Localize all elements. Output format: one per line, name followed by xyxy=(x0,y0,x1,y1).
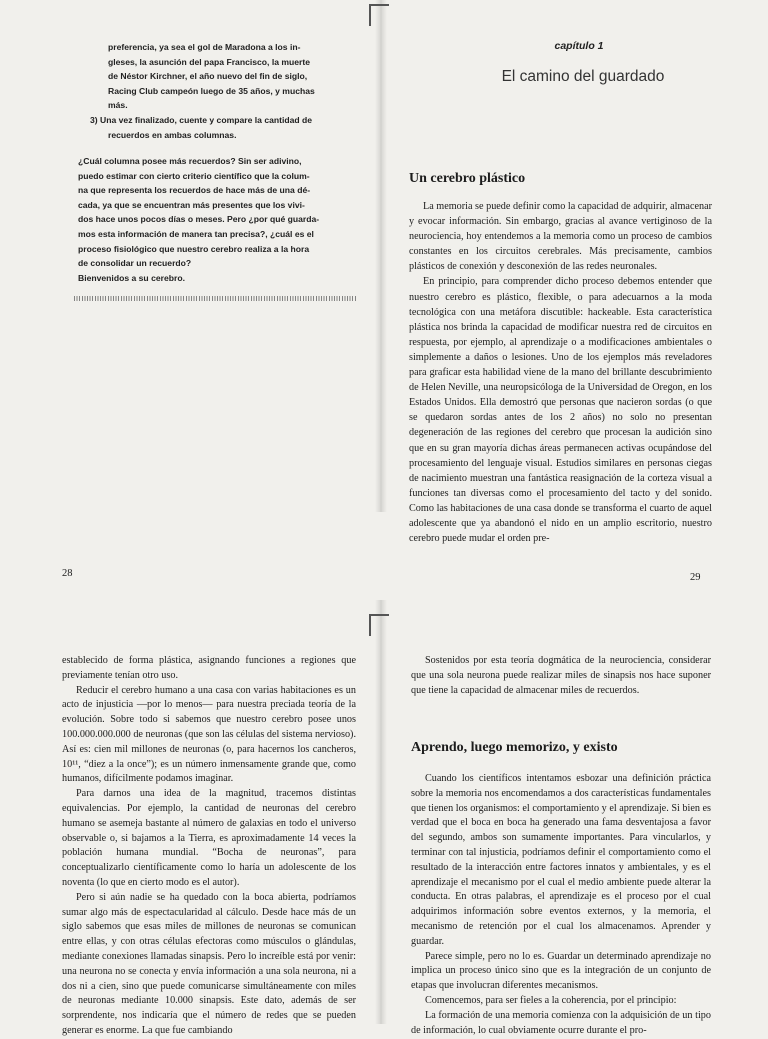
page-number-29: 29 xyxy=(690,572,701,583)
paragraph: Reducir el cerebro humano a una casa con varias habitaciones es un acto de injusticia —por lo menos— para nuestra preciada teoría de la evolución. Sobre todo si sabemos que nuestro cerebro posee unos 100.000.000.000 de neuronas (que son las células del sistema nervioso). Así es: cien mil millones de neuronas (o, para hacernos los cancheros, 10¹¹, “diez a la once”); es un número inmensamente grande que, como humanos, difícilmente podamos imaginar. xyxy=(62,684,356,785)
paragraph: Cuando los científicos intentamos esbozar una definición práctica sobre la memoria nos encomendamos a dos características fundamentales que tienen los organismos: el comportamiento y el aprendizaje. Si bien es verdad que el boca en boca ha generado una fama desventajosa a favor del segundo, ambos son sumamente importantes. Para vincularlos, y terminar con tal injusticia, podríamos definir el comportamiento como el resultado de la interacción entre factores innatos y ambientales, y es el aprendizaje el mecanismo por el cual el medio ambiente puede alterar la conducta. En otras palabras, el aprendizaje es el proceso por el cual adquirimos información sobre eventos externos, y la memoria, el mecanismo de retención por el cual los almacenamos. Aprender y guardar. xyxy=(411,773,711,947)
section-heading: Aprendo, luego memorizo, y existo xyxy=(411,740,618,755)
body-text-right xyxy=(411,654,711,698)
question-line: proceso fisiológico que nuestro cerebro realiza a la hora xyxy=(78,243,310,254)
paragraph: Comencemos, para ser fieles a la coherencia, por el principio: xyxy=(425,994,677,1006)
question-line: cada, ya que se encuentran más presentes que los vivi- xyxy=(78,199,305,210)
paragraph: La formación de una memoria comienza con la adquisición de un tipo de información, lo cual obviamente ocurre durante el pro- xyxy=(411,1009,711,1036)
question-line: puedo estimar con cierto criterio científico que la colum- xyxy=(78,170,310,181)
list-line: preferencia, ya sea el gol de Maradona a los in- xyxy=(108,42,301,52)
paragraph: establecido de forma plástica, asignando funciones a regiones que previamente tenían otro uso. xyxy=(62,655,356,681)
list-line: recuerdos en ambas columnas. xyxy=(108,129,237,140)
paragraph: La memoria se puede definir como la capacidad de adquirir, almacenar y evocar información. Sin embargo, gracias al avance vertiginoso de la neurociencia, hoy entendemos a la memoria como un proceso de cambios constantes en los circuitos cerebrales. Más precisamente, cambios plásticos de conexión y desconexión de las redes neuronales. xyxy=(409,201,712,273)
book-gutter xyxy=(375,0,387,512)
list-line: de Néstor Kirchner, el año nuevo del fin de siglo, xyxy=(108,71,308,82)
bottom-spread xyxy=(0,600,768,1036)
body-text-right-2 xyxy=(411,772,711,1038)
list-line: gleses, la asunción del papa Francisco, la muerte xyxy=(108,56,311,67)
question-line: ¿Cuál columna posee más recuerdos? Sin ser adivino, xyxy=(78,156,302,166)
list-line: Racing Club campeón luego de 35 años, y muchas xyxy=(108,85,315,96)
paragraph: En principio, para comprender dicho proceso debemos entender que nuestro cerebro es plástico, flexible, o para adecuarnos a la moda tecnológica con una metáfora discutible: hackeable. Esta característica plástica nos brinda la capacidad de modificar nuestra red de circuitos en respuesta, por ejemplo, al aprendizaje o a modificaciones ambientales o simplemente a daños o lesiones. Uno de los ejemplos más reveladores para graficar esta habilidad viene de la mano del brillante descubrimiento de Helen Neville, una neuropsicóloga de la Universidad de Oregon, en los Estados Unidos. Ella demostró que personas que nacieron sordas (o que se quedaron sordas antes de los 2 años) no solo no presentan degeneración de las regiones del cerebro que procesan la audición sino que en su gran mayoría dichas áreas permanecen activas ocupándose del procesamiento del lenguaje visual. Estudios similares en personas ciegas de nacimiento muestran una fantástica reasignación de la corteza visual a funciones tan diversas como el procesamiento del tacto y del sonido. Como las habitaciones de una casa donde se transforma el cuarto de aquel adolescente que ya abandonó el nido en un amplio escritorio, nuestro cerebro puede mudar el orden pre- xyxy=(409,276,712,545)
question-line: dos hace unos pocos días o meses. Pero ¿por qué guarda- xyxy=(78,214,320,225)
paragraph: Pero si aún nadie se ha quedado con la boca abierta, podríamos sumar algo más de espectacularidad al cálculo. Desde hace más de un siglo sabemos que esas miles de millones de neuronas se comunican entre ellas, y con otras células efectoras como músculos o glándulas, mediante conexiones llamadas sinapsis. Pero lo increíble está por venir: una neurona no se conecta y envía información a una sola neurona, ni a dos ni a cien, sino que puede comunicarse simultáneamente con miles de neuronas mediante 10.000 sinapsis. Este dato, además de ser sorprendente, nos indicaría que el número de redes que se pueden generar es enorme. La que fue cambiando xyxy=(62,891,356,1036)
paragraph: Sostenidos por esta teoría dogmática de la neurociencia, considerar que una sola neurona puede realizar miles de sinapsis nos hace suponer que tiene la capacidad de almacenar miles de recuerdos. xyxy=(411,655,711,696)
gutter-mark xyxy=(369,614,389,636)
question-line: na que representa los recuerdos de hace más de una dé- xyxy=(78,185,311,196)
page-number-28: 28 xyxy=(62,568,73,579)
page-28 xyxy=(0,0,375,512)
body-text xyxy=(409,199,712,546)
list-line: más. xyxy=(108,100,128,111)
exercise-list xyxy=(90,40,358,142)
decorative-rule xyxy=(74,296,356,301)
question-block xyxy=(78,154,360,285)
list-item-3: 3) Una vez finalizado, cuente y compare la cantidad de xyxy=(90,114,313,125)
question-line: mos esta información de manera tan precisa?, ¿cuál es el xyxy=(78,228,314,239)
question-line: de consolidar un recuerdo? xyxy=(78,258,192,269)
paragraph: Parece simple, pero no lo es. Guardar un determinado aprendizaje no implica un proceso único sino que es la integración de un conjunto de etapas que involucran diferentes mecanismos. xyxy=(411,950,711,992)
paragraph: Para darnos una idea de la magnitud, tracemos distintas equivalencias. Por ejemplo, la cantidad de neuronas del cerebro humano se asemeja bastante al número de galaxias en todo el universo observable o, si bajamos a la Tierra, es aproximadamente 14 veces la población humana mundial. “Bocha de neuronas”, para conceptualizarlo científicamente como lo haría un adolescente de los noventa (lo que en cierto modo es el autor). xyxy=(62,788,356,888)
chapter-title: El camino del guardado xyxy=(501,68,665,85)
body-text-left xyxy=(62,654,356,1039)
chapter-label: capítulo 1 xyxy=(554,40,604,52)
section-heading: Un cerebro plástico xyxy=(409,171,526,186)
question-line: Bienvenidos a su cerebro. xyxy=(78,272,185,283)
book-gutter xyxy=(375,600,387,1024)
